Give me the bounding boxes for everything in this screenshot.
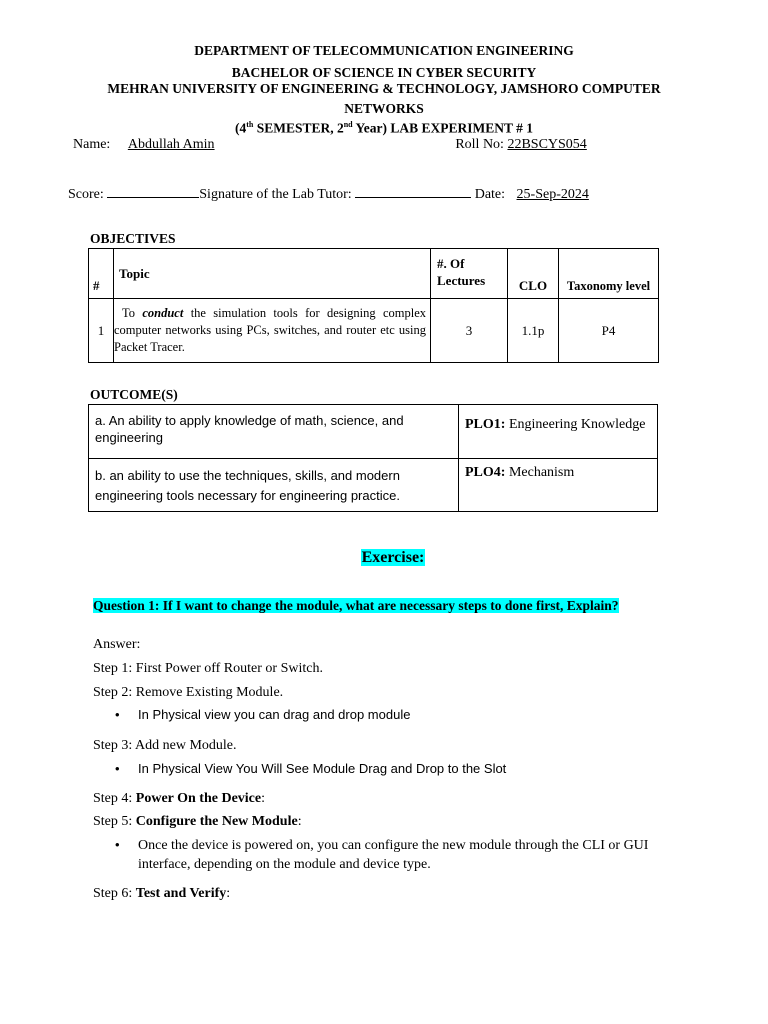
- step-3-bullet: In Physical View You Will See Module Drag and Drop to the Slot: [138, 761, 507, 776]
- plo4-text: Mechanism: [505, 465, 575, 480]
- topic-post: the simulation tools for designing complex computer networks using PCs, switches, and router etc using Packet Tracer.: [114, 306, 426, 354]
- step-2-bullet-marker: •: [115, 707, 120, 722]
- step-5-suffix: :: [297, 814, 302, 829]
- row-num: 1: [89, 299, 114, 363]
- step-4: [93, 791, 265, 807]
- plo4-label: PLO4:: [465, 465, 506, 480]
- program-title: BACHELOR OF SCIENCE IN CYBER SECURITY: [231, 65, 537, 80]
- outcomes-heading: OUTCOME(S): [90, 387, 178, 402]
- step-5-prefix: Step 5:: [93, 814, 136, 829]
- objectives-row: [89, 299, 659, 363]
- step-2-bullet: In Physical view you can drag and drop module: [138, 707, 411, 722]
- step-4-suffix: :: [261, 791, 265, 806]
- year-sup: nd: [343, 120, 353, 129]
- step-5-bullet-marker: •: [115, 837, 120, 852]
- semester-mid: SEMESTER, 2: [253, 120, 344, 136]
- answer-label: Answer:: [93, 637, 141, 652]
- row-clo: 1.1p: [508, 299, 559, 363]
- step-6-prefix: Step 6:: [93, 886, 136, 901]
- exercise-title: Exercise:: [361, 549, 425, 566]
- outcome-b-plo: [459, 459, 658, 512]
- step-5: [93, 814, 302, 830]
- signature-blank: [355, 185, 471, 198]
- step-3: Step 3: Add new Module.: [93, 738, 237, 753]
- row-taxonomy: P4: [559, 299, 659, 363]
- semester-sup: th: [246, 120, 254, 129]
- question-1-text: Question 1: If I want to change the module, what are necessary steps to done first, Explain?: [93, 598, 619, 613]
- step-6-bold: Test and Verify: [135, 886, 227, 901]
- col-taxonomy-header: Taxonomy level: [559, 249, 659, 299]
- score-row: [68, 185, 589, 203]
- step-6: [93, 886, 230, 902]
- step-5-bold: Configure the New Module: [135, 814, 298, 829]
- semester-open: (4: [234, 120, 247, 136]
- outcomes-table: [88, 404, 658, 512]
- university-title: MEHRAN UNIVERSITY OF ENGINEERING & TECHNOLOGY, JAMSHORO COMPUTER: [107, 81, 661, 96]
- step-4-prefix: Step 4:: [93, 791, 136, 806]
- topic-pre: To: [122, 306, 143, 320]
- plo1-text: Engineering Knowledge: [505, 417, 646, 432]
- roll-value: 22BSCYS054: [507, 137, 587, 152]
- step-4-bold: Power On the Device: [135, 791, 262, 806]
- step-2: Step 2: Remove Existing Module.: [93, 685, 284, 700]
- semester-close: Year) LAB EXPERIMENT # 1: [352, 120, 534, 136]
- objectives-table: [88, 248, 659, 363]
- outcome-a-text: a. An ability to apply knowledge of math, science, and engineering: [89, 405, 459, 459]
- name-value: Abdullah Amin: [127, 137, 215, 152]
- question-1: [93, 597, 653, 615]
- score-label: Score:: [68, 187, 104, 202]
- course-title: NETWORKS: [344, 101, 424, 116]
- col-num-header: #: [89, 249, 114, 299]
- step-3-bullet-marker: •: [115, 761, 120, 776]
- signature-label: Signature of the Lab Tutor:: [199, 187, 352, 202]
- col-topic-header: Topic: [114, 249, 431, 299]
- topic-emphasis: conduct: [142, 306, 184, 320]
- outcome-row-b: [89, 459, 658, 512]
- step-5-bullet: Once the device is powered on, you can configure the new module through the CLI or GUI interface, depending on the module and device type.: [138, 838, 649, 872]
- row-lectures: 3: [431, 299, 508, 363]
- lab-experiment-title: [0, 120, 768, 137]
- score-blank: [107, 185, 199, 198]
- col-clo-header: CLO: [508, 249, 559, 299]
- outcome-b-text: b. an ability to use the techniques, skills, and modern engineering tools necessary for engineering practice.: [89, 459, 459, 512]
- outcome-a-plo: [459, 405, 658, 459]
- col-lectures-header: #. Of Lectures: [431, 249, 508, 299]
- department-title: DEPARTMENT OF TELECOMMUNICATION ENGINEERING: [194, 43, 574, 58]
- step-6-suffix: :: [226, 886, 231, 901]
- objectives-header-row: [89, 249, 659, 299]
- step-1: Step 1: First Power off Router or Switch.: [93, 661, 323, 676]
- plo1-label: PLO1:: [465, 417, 506, 432]
- roll-label: Roll No:: [455, 137, 504, 152]
- name-label: Name:: [73, 137, 111, 152]
- exercise-title-wrap: [0, 549, 768, 567]
- date-value: 25-Sep-2024: [516, 187, 589, 202]
- row-topic: [114, 299, 431, 363]
- date-label: Date:: [474, 187, 506, 202]
- objectives-heading: OBJECTIVES: [90, 231, 176, 246]
- name-row: [73, 137, 587, 153]
- outcome-row-a: [89, 405, 658, 459]
